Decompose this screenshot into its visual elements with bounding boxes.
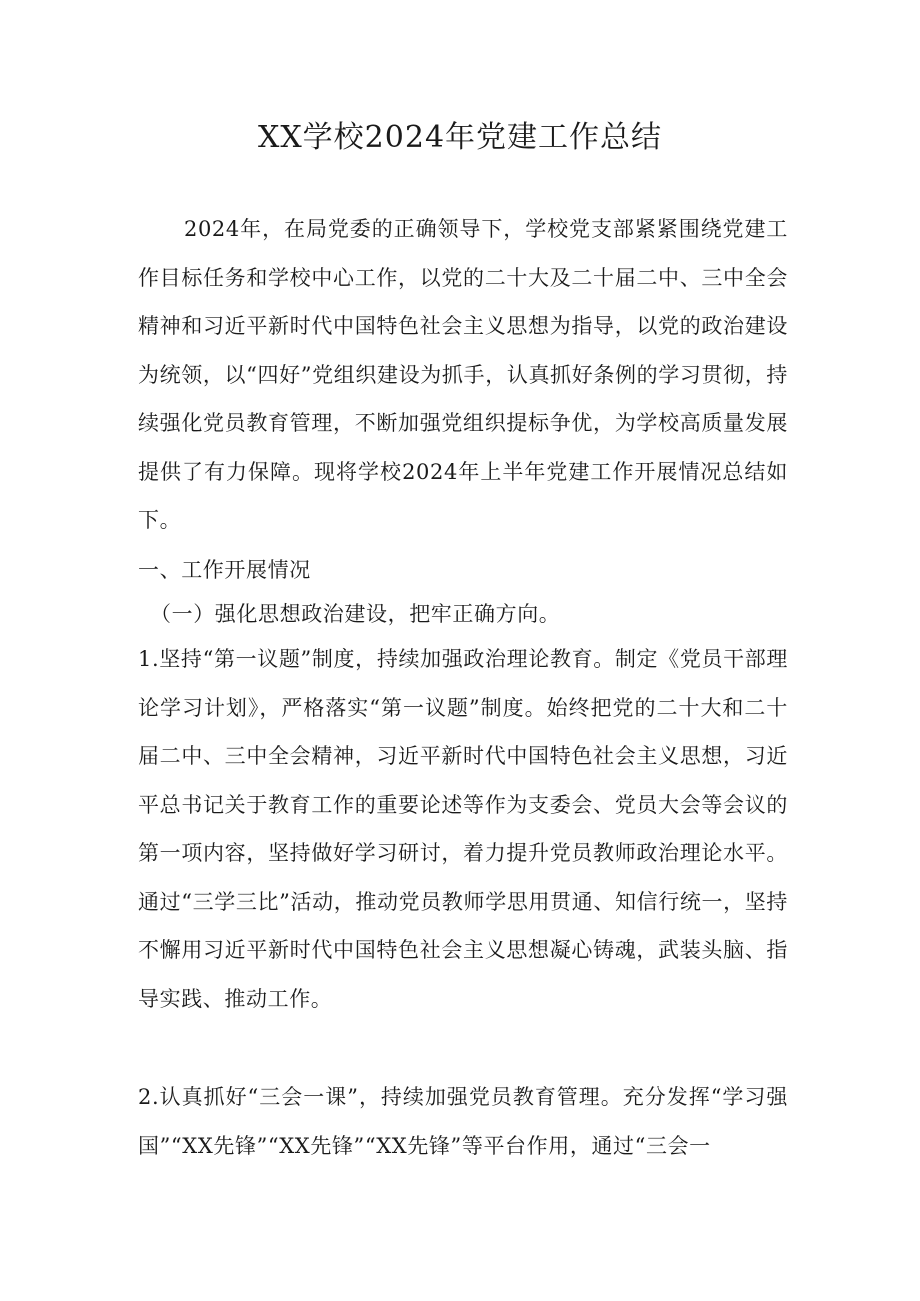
document-title: XX学校2024年党建工作总结 xyxy=(257,120,663,155)
intro-paragraph: 2024年，在局党委的正确领导下，学校党支部紧紧围绕党建工作目标任务和学校中心工作，以党的二十大及二十届二中、三中全会精神和习近平新时代中国特色社会主义思想为指导，以党的政治建设为统领，以“四好”党组织建设为抓手，认真抓好条例的学习贯彻，持续强化党员教育管理，不断加强党组织提标争优，为学校高质量发展提供了有力保障。现将学校2024年上半年党建工作开展情况总结如下。 xyxy=(138,217,788,532)
item-1-paragraph: 1.坚持“第一议题”制度，持续加强政治理论教育。制定《党员干部理论学习计划》，严格落实“第一议题”制度。始终把党的二十大和二十届二中、三中全会精神，习近平新时代中国特色社会主义思想，习近平总书记关于教育工作的重要论述等作为支委会、党员大会等会议的第一项内容，坚持做好学习研讨，着力提升党员教师政治理论水平。通过“三学三比”活动，推动党员教师学思用贯通、知信行统一，坚持不懈用习近平新时代中国特色社会主义思想凝心铸魂，武装头脑、指导实践、推动工作。 xyxy=(138,647,788,1011)
item-2-paragraph: 2.认真抓好“三会一课”，持续加强党员教育管理。充分发挥“学习强国”“XX先锋”“XX先锋”“XX先锋”等平台作用，通过“三会一 xyxy=(138,1085,788,1158)
subsection-heading: （一）强化思想政治建设，把牢正确方向。 xyxy=(150,602,561,626)
section-heading: 一、工作开展情况 xyxy=(138,558,311,582)
